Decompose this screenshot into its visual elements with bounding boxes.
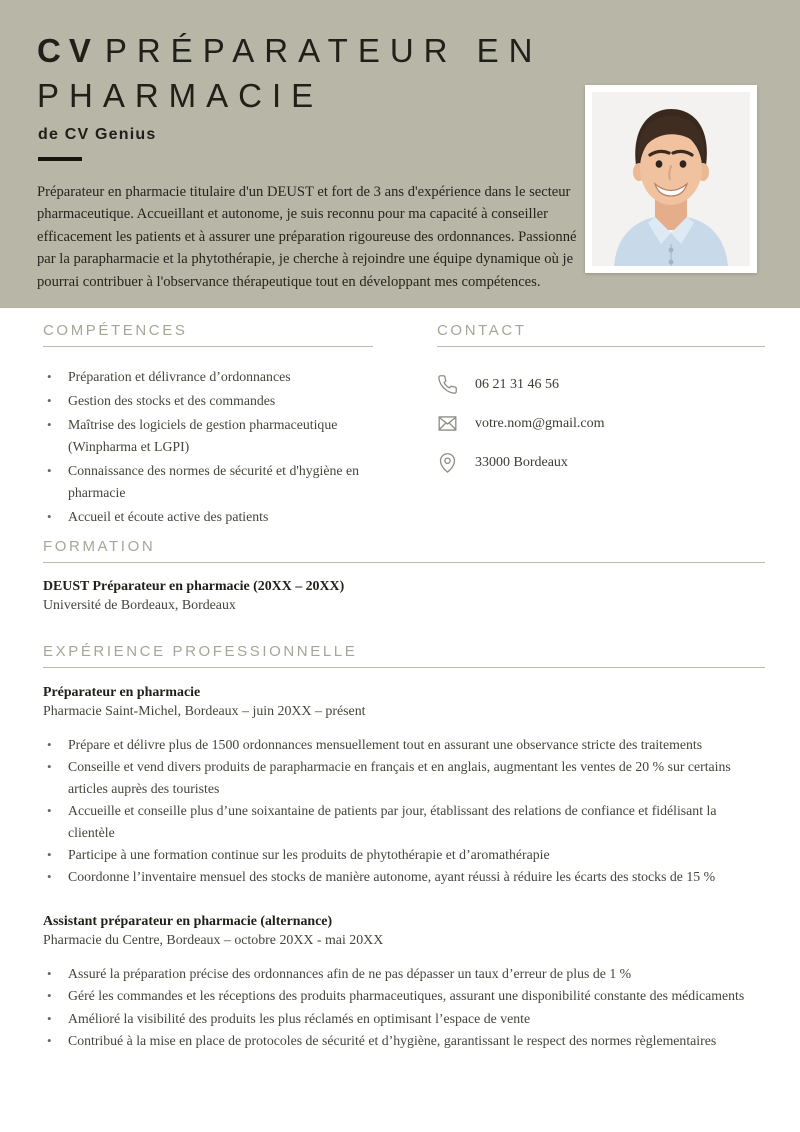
list-item: • Accueille et conseille plus d’une soixantaine de patients par jour, établissant des relations de confiance et fidélisant la clientèle xyxy=(43,800,765,843)
title-line2: PHARMACIE xyxy=(37,77,324,114)
phone-icon xyxy=(437,374,458,395)
list-item: • Géré les commandes et les réceptions des produits pharmaceutiques, assurant une disponibilité constante des médicaments xyxy=(43,985,765,1006)
job-title: Assistant préparateur en pharmacie (alternance) xyxy=(43,913,333,929)
section-education xyxy=(43,538,765,615)
section-contact xyxy=(437,322,765,491)
email-address: votre.nom@gmail.com xyxy=(475,415,605,431)
list-item: • Accueil et écoute active des patients xyxy=(43,506,373,528)
job-title: Préparateur en pharmacie xyxy=(43,685,201,700)
job-meta: Pharmacie Saint-Michel, Bordeaux – juin 20XX – présent xyxy=(43,704,366,719)
list-item: • Connaissance des normes de sécurité et d'hygiène en pharmacie xyxy=(43,460,373,504)
list-item: • Coordonne l’inventaire mensuel des stocks de manière autonome, ayant réussi à réduire les écarts des stocks de 15 % xyxy=(43,866,765,887)
contact-phone-row xyxy=(437,374,765,395)
degree-title: DEUST Préparateur en pharmacie (20XX – 20XX) xyxy=(43,579,345,594)
list-item: • Gestion des stocks et des commandes xyxy=(43,390,373,412)
section-skills xyxy=(43,322,373,530)
skills-list xyxy=(43,366,373,528)
list-item: • Prépare et délivre plus de 1500 ordonnances mensuellement tout en assurant une observance stricte des traitements xyxy=(43,734,765,755)
job-entry xyxy=(43,912,765,1052)
list-item: • Amélioré la visibilité des produits les plus réclamés en optimisant l’espace de vente xyxy=(43,1008,765,1029)
contact-email-row xyxy=(437,413,765,434)
list-item: • Conseille et vend divers produits de parapharmacie en français et en anglais, augmentant les ventes de 20 % sur certains articles auprès des touristes xyxy=(43,756,765,799)
map-pin-icon xyxy=(437,452,458,473)
education-heading: FORMATION xyxy=(43,538,765,563)
page-title xyxy=(37,28,597,118)
title-line1: PRÉPARATEUR EN xyxy=(104,32,543,69)
skills-heading: COMPÉTENCES xyxy=(43,322,373,347)
list-item: • Préparation et délivrance d’ordonnances xyxy=(43,366,373,388)
profile-summary: Préparateur en pharmacie titulaire d'un DEUST et fort de 3 ans d'expérience dans le secteur pharmaceutique. Accueillant et autonome, je suis reconnu pour ma capacité à conseiller efficacement les patients et à assurer une préparation rigoureuse des ordonnances. Passionné par la parapharmacie et la phytothérapie, je cherche à rejoindre une équipe dynamique où je pourrai contribuer à l'observance thérapeutique tout en développant mes compétences. xyxy=(37,184,577,290)
list-item: • Contribué à la mise en place de protocoles de sécurité et d’hygiène, garantissant le respect des normes règlementaires xyxy=(43,1030,765,1051)
job-meta: Pharmacie du Centre, Bordeaux – octobre 20XX - mai 20XX xyxy=(43,932,384,948)
job-entry xyxy=(43,683,765,888)
location-text: 33000 Bordeaux xyxy=(475,454,568,470)
phone-number: 06 21 31 46 56 xyxy=(475,376,559,392)
school-name: Université de Bordeaux, Bordeaux xyxy=(43,598,236,613)
brand-subtitle: de CV Genius xyxy=(38,126,157,143)
section-experience xyxy=(43,643,765,1052)
job-bullets xyxy=(43,734,765,888)
list-item: • Maîtrise des logiciels de gestion pharmaceutique (Winpharma et LGPI) xyxy=(43,414,373,458)
list-item: • Assuré la préparation précise des ordonnances afin de ne pas dépasser un taux d’erreur de plus de 1 % xyxy=(43,963,765,984)
job-bullets xyxy=(43,963,765,1052)
accent-bar xyxy=(38,157,82,161)
contact-heading: CONTACT xyxy=(437,322,765,347)
contact-location-row xyxy=(437,452,765,473)
portrait-illustration xyxy=(592,92,750,266)
mail-icon xyxy=(437,413,458,434)
title-cv: CV xyxy=(37,32,99,69)
list-item: • Participe à une formation continue sur les produits de phytothérapie et d’aromathérapie xyxy=(43,844,765,865)
experience-heading: EXPÉRIENCE PROFESSIONNELLE xyxy=(43,643,765,668)
profile-photo xyxy=(585,85,757,273)
